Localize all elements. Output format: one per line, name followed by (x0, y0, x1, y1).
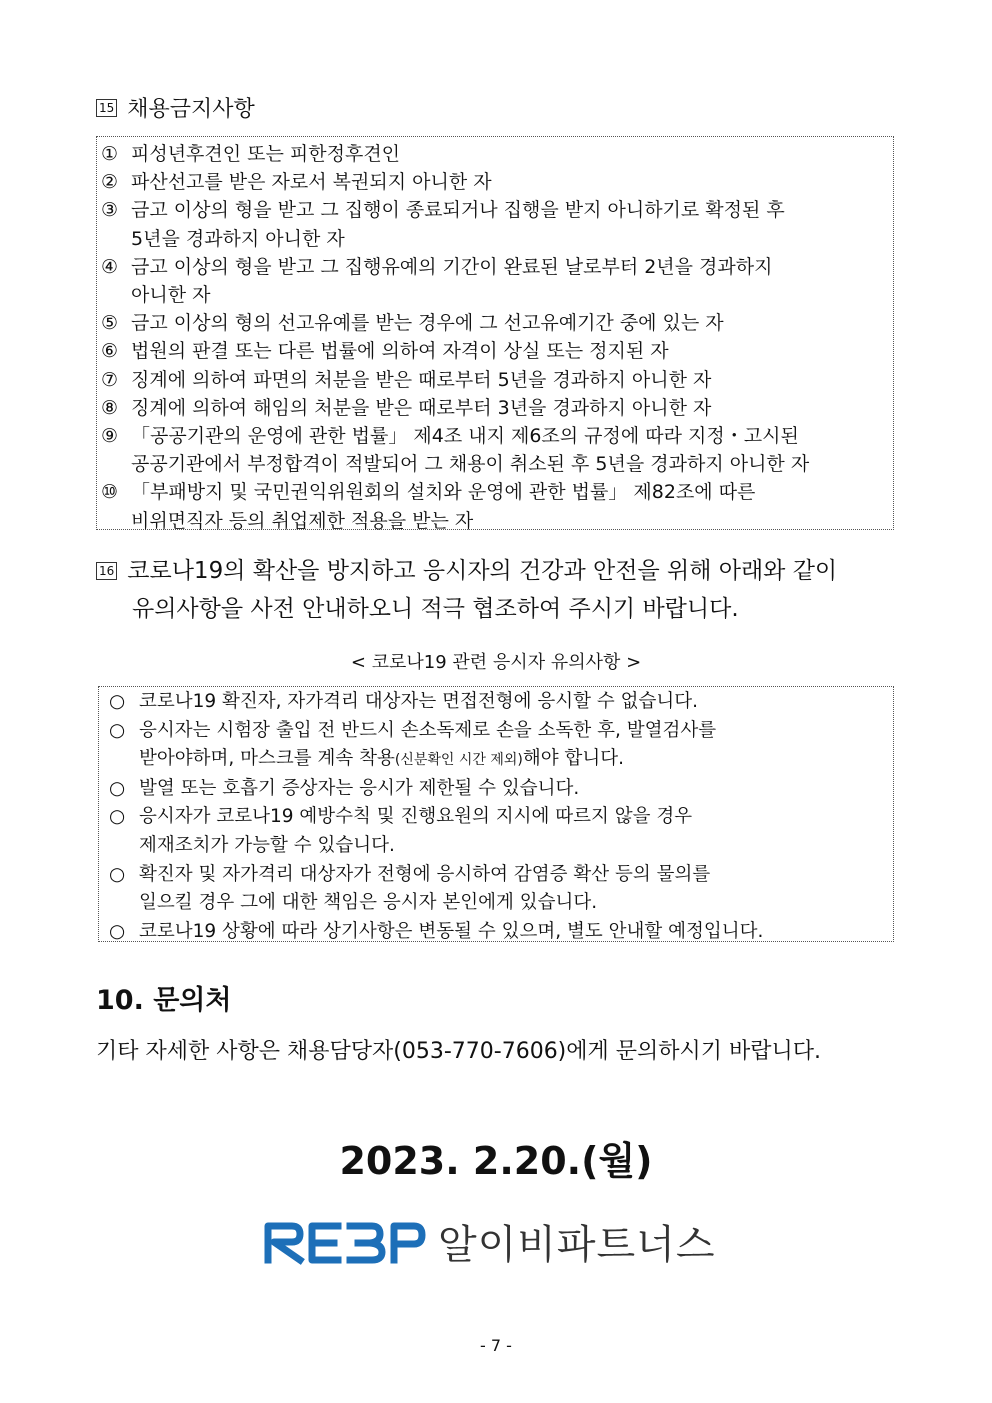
text-part: 받아야하며, 마스크를 계속 착용 (139, 748, 395, 770)
list-item (109, 803, 887, 832)
section-15-title: 채용금지사항 (127, 97, 255, 122)
list-item-text: 「부패방지 및 국민권익위원회의 설치와 운영에 관한 법률」 제82조에 따른 (131, 481, 756, 504)
list-item-text: 징계에 의하여 파면의 처분을 받은 때로부터 5년을 경과하지 아니한 자 (131, 368, 712, 391)
section-10-heading: 10. 문의처 (96, 985, 232, 1016)
list-marker: ⑥ (101, 340, 119, 363)
list-item-text: 피성년후견인 또는 피한정후견인 (131, 143, 401, 165)
bullet-marker: ○ (109, 777, 126, 799)
list-marker: ⑩ (101, 481, 119, 504)
section-16-text-continuation: 유의사항을 사전 안내하오니 적극 협조하여 주시기 바랍니다. (132, 596, 739, 622)
document-date: 2023. 2.20.(월) (339, 1139, 653, 1183)
logo-korean-name: 알이비파트너스 (438, 1221, 716, 1268)
list-item (101, 366, 889, 394)
list-item (109, 688, 887, 717)
list-item (101, 478, 889, 506)
bullet-marker: ○ (109, 920, 126, 942)
list-item-continuation: 제재조치가 가능할 수 있습니다. (139, 834, 395, 856)
list-marker: ② (101, 171, 119, 194)
list-item (101, 394, 889, 422)
section-16-text: 코로나19의 확산을 방지하고 응시자의 건강과 안전을 위해 아래와 같이 (127, 558, 838, 584)
list-marker: ⑤ (101, 312, 119, 335)
contact-text: 기타 자세한 사항은 채용담당자(053-770-7606)에게 문의하시기 바랍니다. (96, 1039, 822, 1064)
section-15-heading (96, 92, 255, 123)
section-number-badge: 15 (96, 99, 117, 117)
list-marker: ⑦ (101, 368, 119, 391)
list-item-continuation: 일으킬 경우 그에 대한 책임은 응시자 본인에게 있습니다. (139, 892, 598, 914)
list-item-continuation: 아니한 자 (131, 284, 211, 307)
page-number: - 7 - (480, 1336, 512, 1355)
list-marker: ⑨ (101, 425, 119, 448)
list-item-text: 징계에 의하여 해임의 처분을 받은 때로부터 3년을 경과하지 아니한 자 (131, 396, 712, 419)
list-item-text: 확진자 및 자가격리 대상자가 전형에 응시하여 감염증 확산 등의 물의를 (139, 863, 711, 885)
list-item-text: 응시자가 코로나19 예방수칙 및 진행요원의 지시에 따르지 않을 경우 (139, 806, 693, 828)
list-item (109, 861, 887, 890)
prohibition-list-box (96, 136, 894, 530)
list-item (109, 717, 887, 746)
list-item-continuation: 비위면직자 등의 취업제한 적용을 받는 자 (131, 509, 474, 532)
list-item (101, 140, 889, 168)
list-item (101, 422, 889, 450)
bullet-marker: ○ (109, 863, 126, 885)
section-16 (96, 552, 837, 628)
list-item-text: 「공공기관의 운영에 관한 법률」 제4조 내지 제6조의 규정에 따라 지정・고시된 (131, 425, 799, 448)
bullet-marker: ○ (109, 719, 126, 741)
list-item (101, 337, 889, 365)
list-item-text: 금고 이상의 형을 받고 그 집행이 종료되거나 집행을 받지 아니하기로 확정된 후 (131, 199, 785, 222)
list-marker: ③ (101, 199, 119, 222)
section-number-badge: 16 (96, 562, 117, 580)
list-marker: ⑧ (101, 396, 119, 419)
text-part: 해야 합니다. (522, 748, 625, 770)
list-item-text: 금고 이상의 형을 받고 그 집행유예의 기간이 완료된 날로부터 2년을 경과하지 (131, 255, 773, 278)
list-item (101, 168, 889, 196)
notice-title: < 코로나19 관련 응시자 유의사항 > (350, 652, 642, 673)
list-item-text: 금고 이상의 형의 선고유예를 받는 경우에 그 선고유예기간 중에 있는 자 (131, 312, 724, 335)
list-item-text: 코로나19 상황에 따라 상기사항은 변동될 수 있으며, 별도 안내할 예정입니다. (139, 920, 764, 942)
list-item-text: 파산선고를 받은 자로서 복권되지 아니한 자 (131, 171, 492, 194)
list-item (109, 918, 887, 947)
list-marker: ① (101, 143, 119, 165)
covid-notice-box (98, 686, 894, 942)
list-item (101, 253, 889, 281)
list-item-continuation (109, 745, 887, 775)
list-item-text: 법원의 판결 또는 다른 법률에 의하여 자격이 상실 또는 정지된 자 (131, 340, 669, 363)
list-item-text: 응시자는 시험장 출입 전 반드시 손소독제로 손을 소독한 후, 발열검사를 (139, 719, 717, 741)
rebp-logo-icon (262, 1212, 428, 1270)
text-part-small: (신분확인 시간 제외) (394, 752, 523, 769)
bullet-marker: ○ (109, 691, 126, 712)
list-item-text: 발열 또는 호흡기 증상자는 응시가 제한될 수 있습니다. (139, 777, 580, 799)
company-logo (262, 1212, 715, 1270)
list-item (101, 196, 889, 224)
section-16-line (96, 552, 837, 590)
bullet-marker: ○ (109, 806, 126, 828)
list-item-text: 코로나19 확진자, 자가격리 대상자는 면접전형에 응시할 수 없습니다. (139, 691, 698, 712)
list-item (109, 775, 887, 804)
list-marker: ④ (101, 255, 119, 278)
list-item (101, 309, 889, 337)
list-item-continuation: 5년을 경과하지 아니한 자 (131, 227, 345, 250)
list-item-continuation: 공공기관에서 부정합격이 적발되어 그 채용이 취소된 후 5년을 경과하지 아니한 자 (131, 453, 810, 476)
